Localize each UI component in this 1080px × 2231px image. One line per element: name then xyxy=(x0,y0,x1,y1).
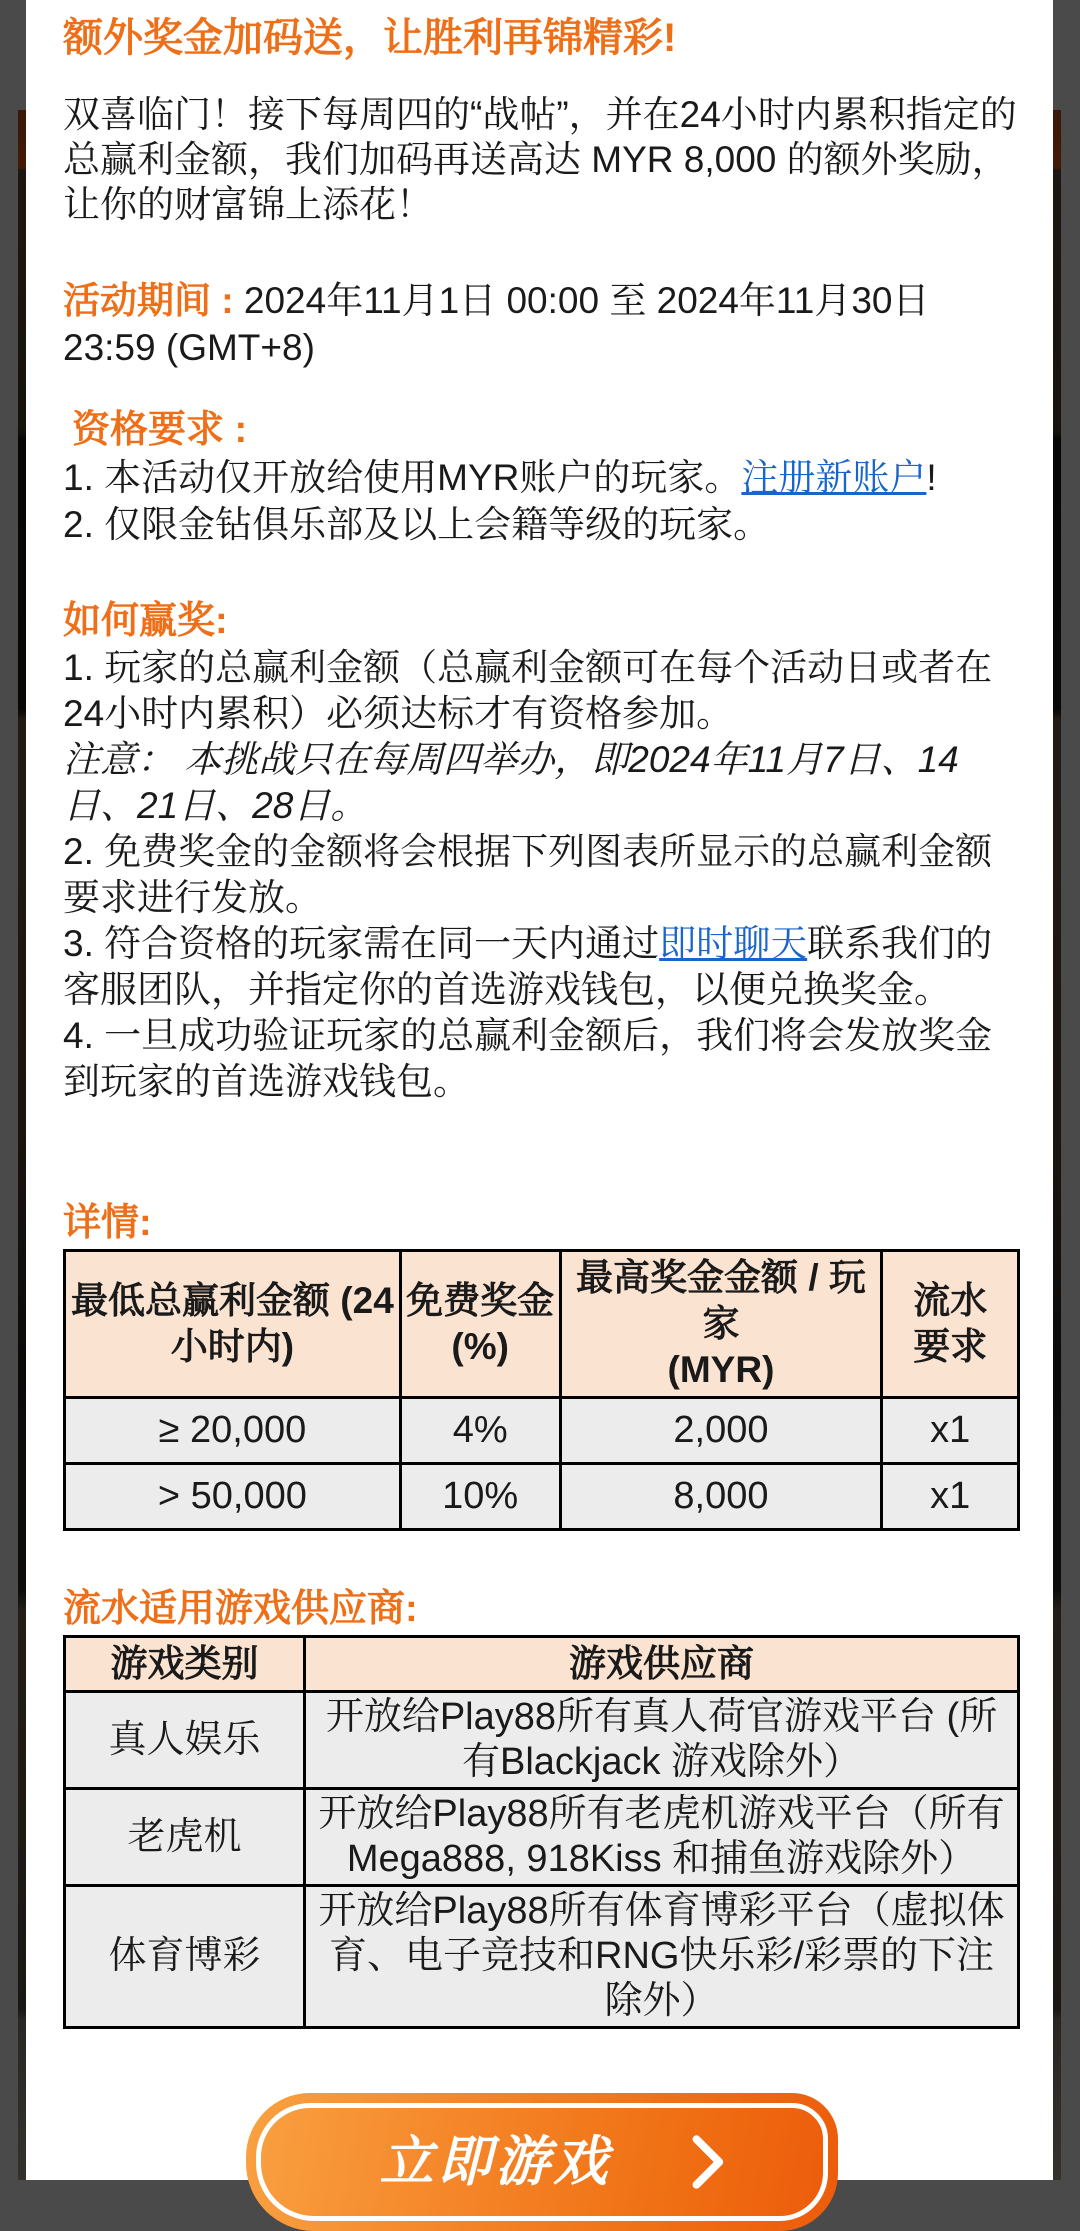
page-dim-edge-right xyxy=(1053,0,1080,2180)
promo-modal-card xyxy=(26,0,1053,2192)
table-cell: 开放给Play88所有真人荷官游戏平台 (所有Blackjack 游戏除外） xyxy=(305,1692,1019,1789)
how-to-win-heading: 如何赢奖: xyxy=(63,600,228,642)
page-title: 额外奖金加码送，让胜利再锦精彩! xyxy=(63,16,677,60)
table-cell: 4% xyxy=(400,1398,560,1464)
providers-table xyxy=(63,1635,1020,2029)
chevron-right-icon xyxy=(686,2133,728,2191)
table-cell: ≥ 20,000 xyxy=(65,1398,401,1464)
table-row xyxy=(65,1464,1019,1530)
eligibility-item-1 xyxy=(63,454,1020,501)
table-cell: 老虎机 xyxy=(65,1789,305,1886)
table-row xyxy=(65,1398,1019,1464)
table-cell: 真人娱乐 xyxy=(65,1692,305,1789)
cta-container xyxy=(63,2093,1020,2231)
background-page-strip-left xyxy=(18,110,26,2180)
table-cell: 体育博彩 xyxy=(65,1886,305,2028)
how-to-win-item-3-suffix: 联系我们的客服团队，并指定你的首选游戏钱包，以便兑换奖金。 xyxy=(63,923,993,1010)
details-col-max-bonus: 最高奖金金额 / 玩家 (MYR) xyxy=(560,1251,882,1398)
table-cell: 开放给Play88所有体育博彩平台（虚拟体育、电子竞技和RNG快乐彩/彩票的下注除外） xyxy=(305,1886,1019,2028)
providers-col-category: 游戏类别 xyxy=(65,1637,305,1692)
details-header-row xyxy=(65,1251,1019,1398)
table-row xyxy=(65,1886,1019,2028)
live-chat-link[interactable]: 即时聊天 xyxy=(659,923,808,964)
providers-heading: 流水适用游戏供应商: xyxy=(63,1588,418,1630)
details-col-free-bonus: 免费奖金 (%) xyxy=(400,1251,560,1398)
eligibility-heading: 资格要求 : xyxy=(72,409,248,451)
details-heading: 详情: xyxy=(63,1202,152,1244)
details-col-min-winnings: 最低总赢利金额 (24 小时内) xyxy=(65,1251,401,1398)
table-cell: > 50,000 xyxy=(65,1464,401,1530)
table-cell: x1 xyxy=(882,1398,1019,1464)
table-cell: 10% xyxy=(400,1464,560,1530)
how-to-win-item-3 xyxy=(63,921,1020,1013)
table-cell: x1 xyxy=(882,1464,1019,1530)
intro-text: 双喜临门！接下每周四的“战帖”，并在24小时内累积指定的总赢利金额，我们加码再送高达 MYR 8,000 的额外奖励，让你的财富锦上添花！ xyxy=(63,94,1017,225)
how-to-win-list xyxy=(63,645,1020,1105)
promo-period xyxy=(63,277,1020,371)
table-cell: 2,000 xyxy=(560,1398,882,1464)
play-now-button[interactable] xyxy=(246,2093,838,2231)
table-row xyxy=(65,1692,1019,1789)
how-to-win-item-1: 1. 玩家的总赢利金额（总赢利金额可在每个活动日或者在24小时内累积）必须达标才有资格参加。 xyxy=(63,647,993,734)
eligibility-item-1-suffix: ! xyxy=(926,457,937,498)
providers-header-row xyxy=(65,1637,1019,1692)
table-cell: 8,000 xyxy=(560,1464,882,1530)
background-page-strip-right xyxy=(1053,110,1061,2180)
providers-col-provider: 游戏供应商 xyxy=(305,1637,1019,1692)
eligibility-item-1-text: 1. 本活动仅开放给使用MYR账户的玩家。 xyxy=(63,457,742,498)
how-to-win-item-3-prefix: 3. 符合资格的玩家需在同一天内通过 xyxy=(63,923,660,964)
eligibility-item-2: 2. 仅限金钻俱乐部及以上会籍等级的玩家。 xyxy=(63,504,771,545)
table-cell: 开放给Play88所有老虎机游戏平台（所有Mega888, 918Kiss 和捕鱼游戏除外） xyxy=(305,1789,1019,1886)
details-table-body xyxy=(65,1398,1019,1530)
how-to-win-item-2: 2. 免费奖金的金额将会根据下列图表所显示的总赢利金额要求进行发放。 xyxy=(63,831,993,918)
how-to-win-note: 注意： 本挑战只在每周四举办，即2024年11月7日、14日、21日、28日。 xyxy=(63,739,959,826)
details-col-turnover: 流水 要求 xyxy=(882,1251,1019,1398)
register-account-link[interactable]: 注册新账户 xyxy=(741,457,927,498)
page-dim-edge-left xyxy=(0,0,26,2180)
providers-table-body xyxy=(65,1692,1019,2028)
details-table xyxy=(63,1249,1020,1531)
period-value: 2024年11月1日 00:00 至 2024年11月30日 23:59 (GMT+8) xyxy=(63,280,930,368)
how-to-win-item-4: 4. 一旦成功验证玩家的总赢利金额后，我们将会发放奖金到玩家的首选游戏钱包。 xyxy=(63,1015,993,1102)
table-row xyxy=(65,1789,1019,1886)
eligibility-list xyxy=(63,454,1020,548)
period-label: 活动期间 : xyxy=(63,280,234,321)
play-now-label: 立即游戏 xyxy=(379,2132,612,2192)
